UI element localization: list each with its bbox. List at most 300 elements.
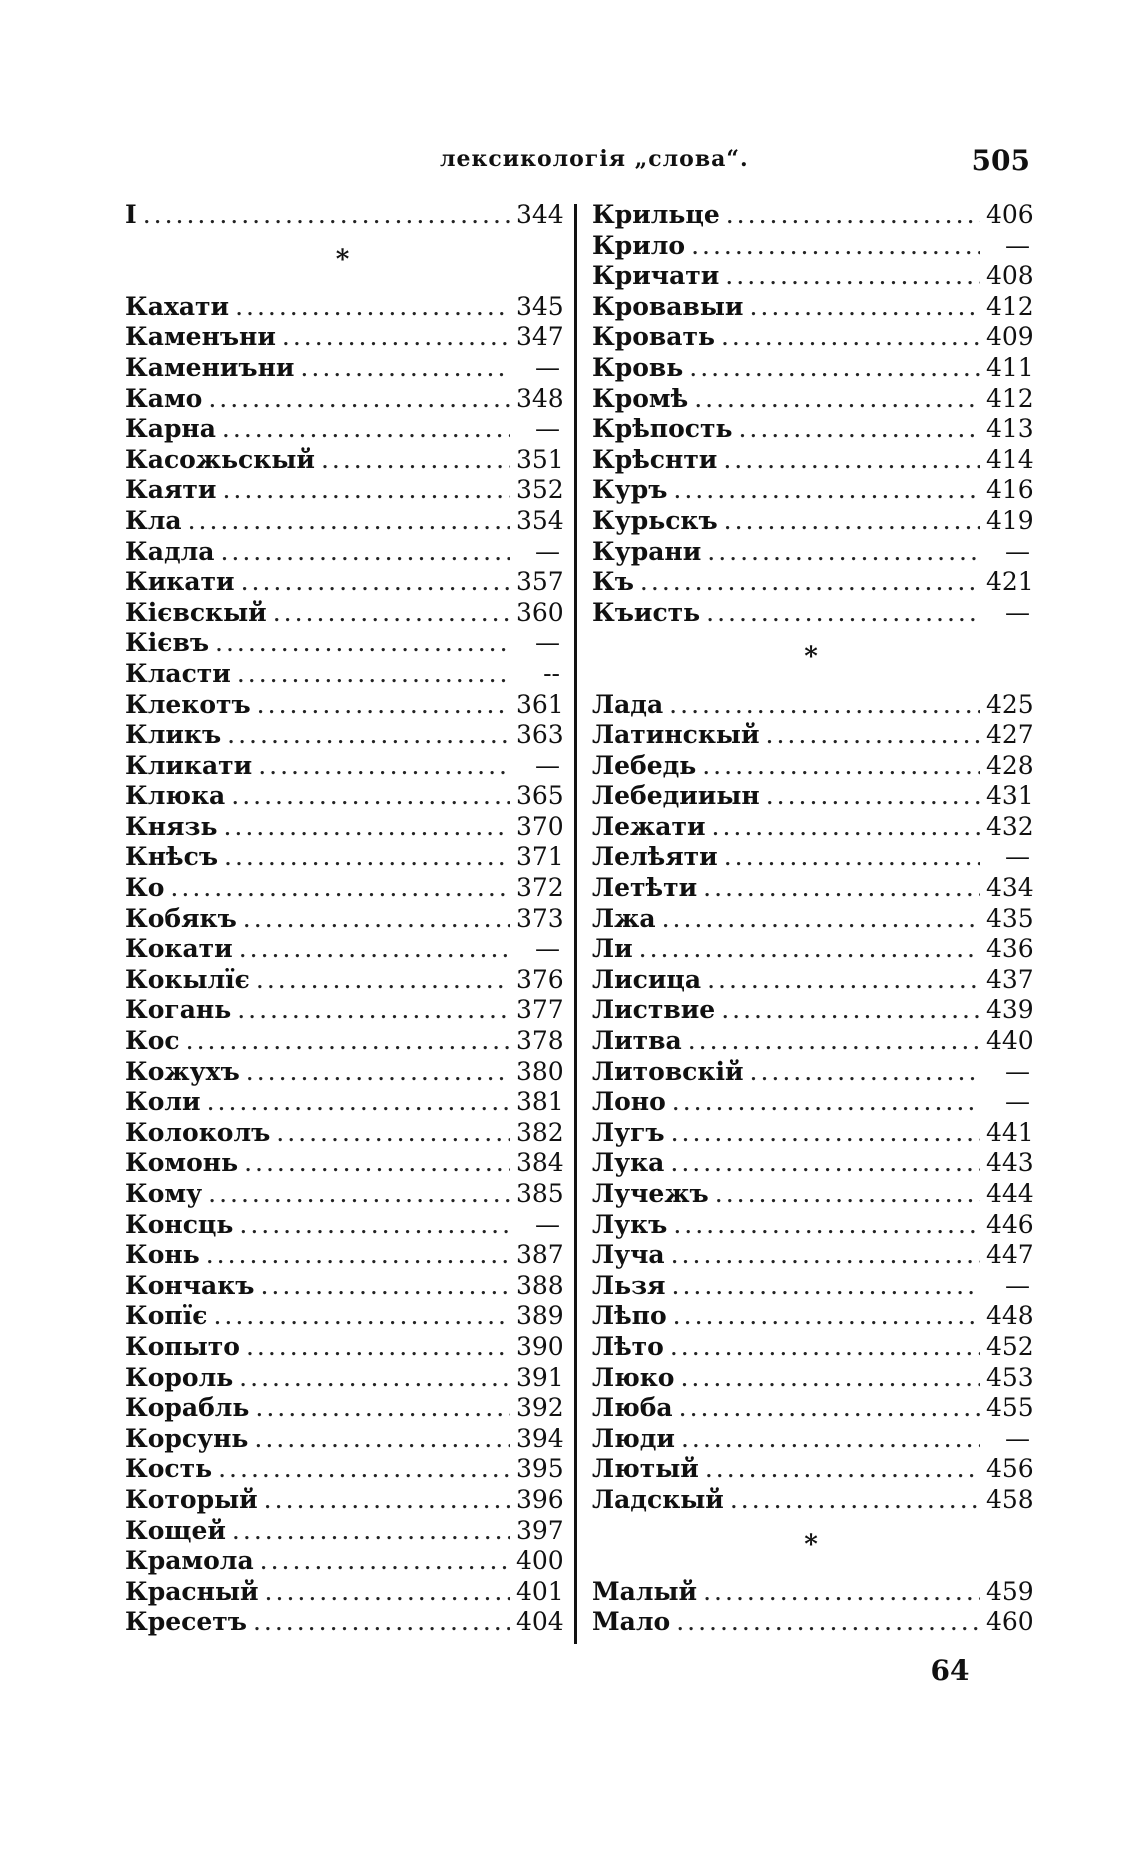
index-entry-word: Кадла bbox=[125, 536, 215, 566]
index-entry-page: 376 bbox=[516, 964, 564, 994]
index-entry bbox=[125, 1301, 564, 1332]
index-entry-word: Литовскій bbox=[592, 1056, 744, 1086]
index-entry bbox=[125, 1423, 564, 1455]
index-entry-word: Лука bbox=[592, 1148, 665, 1178]
index-entry bbox=[125, 689, 564, 721]
dot-leader bbox=[258, 751, 510, 782]
index-entry bbox=[125, 781, 564, 812]
index-entry bbox=[125, 1484, 564, 1516]
asterisk-separator-icon: * bbox=[804, 1529, 818, 1560]
index-entry bbox=[592, 231, 1030, 262]
index-entry-page: 361 bbox=[516, 689, 564, 719]
index-entry-page: 378 bbox=[516, 1026, 564, 1056]
index-entry bbox=[125, 720, 564, 751]
index-entry bbox=[592, 1117, 1034, 1149]
index-entry-word: Корсунь bbox=[125, 1423, 249, 1453]
index-entry-page: — bbox=[535, 628, 560, 658]
dot-leader bbox=[702, 751, 980, 782]
index-entry-page: 388 bbox=[516, 1270, 564, 1300]
index-entry-word: Карна bbox=[125, 414, 216, 444]
dot-leader bbox=[672, 1087, 980, 1118]
index-entry bbox=[592, 781, 1034, 812]
index-entry-word: Лебедь bbox=[592, 750, 697, 780]
dot-leader bbox=[726, 200, 980, 231]
index-entry-page: 354 bbox=[516, 505, 564, 535]
index-entry-page: 446 bbox=[986, 1209, 1034, 1239]
dot-leader bbox=[208, 384, 510, 415]
index-entry-word: Къ bbox=[592, 567, 634, 597]
index-entry bbox=[125, 1607, 564, 1638]
index-entry-page: 380 bbox=[516, 1056, 564, 1086]
index-entry bbox=[592, 750, 1034, 782]
index-entry-page: — bbox=[1005, 536, 1030, 566]
column-divider-rule bbox=[574, 204, 577, 1644]
dot-leader bbox=[766, 720, 980, 751]
dot-leader bbox=[640, 567, 980, 598]
index-entry-word: Кровь bbox=[592, 352, 684, 382]
index-entry-page: 389 bbox=[516, 1301, 564, 1331]
index-entry-word: Курани bbox=[592, 536, 702, 566]
index-entry-word: Лелѣяти bbox=[592, 842, 718, 872]
index-entry-page: 432 bbox=[986, 811, 1034, 841]
index-entry-word: Камо bbox=[125, 383, 203, 413]
index-entry-word: Кла bbox=[125, 505, 182, 535]
index-entry bbox=[125, 659, 560, 690]
index-entry-page: 357 bbox=[516, 567, 564, 597]
dot-leader bbox=[721, 995, 980, 1026]
index-entry-word: Летѣти bbox=[592, 873, 698, 903]
index-entry-page: 344 bbox=[516, 200, 564, 229]
dot-leader bbox=[639, 934, 980, 965]
index-entry-word: Ладскый bbox=[592, 1484, 724, 1514]
index-entry-word: Льзя bbox=[592, 1270, 666, 1300]
index-entry bbox=[592, 352, 1034, 384]
index-entry-page: 373 bbox=[516, 903, 564, 933]
index-entry-word: Крѣпость bbox=[592, 414, 733, 444]
dot-leader bbox=[207, 1087, 510, 1118]
index-entry bbox=[592, 1026, 1034, 1057]
index-entry bbox=[592, 200, 1034, 231]
index-entry-word: Кромѣ bbox=[592, 383, 689, 413]
dot-leader bbox=[170, 873, 510, 904]
index-entry bbox=[125, 1148, 564, 1179]
index-entry-page: 428 bbox=[986, 750, 1034, 780]
dot-leader bbox=[227, 720, 510, 751]
index-entry-page: 435 bbox=[986, 903, 1034, 933]
index-entry bbox=[125, 322, 564, 353]
dot-leader bbox=[669, 690, 980, 721]
dot-leader bbox=[730, 1485, 980, 1516]
index-entry bbox=[592, 1484, 1034, 1516]
index-entry-page: 441 bbox=[986, 1117, 1034, 1147]
index-entry-page: 412 bbox=[986, 291, 1034, 321]
dot-leader bbox=[143, 200, 510, 231]
index-entry-page: 401 bbox=[516, 1576, 564, 1606]
index-entry-page: 455 bbox=[986, 1393, 1034, 1423]
index-entry-page: 411 bbox=[986, 352, 1034, 382]
index-entry-page: 414 bbox=[986, 444, 1034, 474]
dot-leader bbox=[215, 628, 510, 659]
dot-leader bbox=[244, 1148, 510, 1179]
dot-leader bbox=[750, 1057, 980, 1088]
index-entry-word: Конь bbox=[125, 1240, 200, 1270]
index-entry-page: 371 bbox=[516, 842, 564, 872]
index-entry-word: Кощей bbox=[125, 1515, 226, 1545]
index-entry-word: Лоно bbox=[592, 1087, 666, 1117]
dot-leader bbox=[691, 231, 980, 262]
index-entry-word: Касожьскый bbox=[125, 444, 315, 474]
index-entry-page: 390 bbox=[516, 1331, 564, 1361]
index-entry-page: — bbox=[535, 934, 560, 964]
index-entry-word: Листвие bbox=[592, 995, 716, 1025]
index-entry bbox=[592, 475, 1034, 506]
index-entry-word: Король bbox=[125, 1362, 234, 1392]
index-entry bbox=[125, 291, 564, 323]
dot-leader bbox=[256, 965, 510, 996]
index-entry-word: Литва bbox=[592, 1026, 682, 1056]
index-entry bbox=[592, 1331, 1034, 1363]
index-entry bbox=[592, 444, 1034, 476]
index-entry bbox=[125, 353, 560, 384]
index-entry bbox=[592, 1607, 1034, 1638]
index-entry bbox=[125, 1362, 564, 1394]
index-entry-word: Ко bbox=[125, 873, 165, 903]
dot-leader bbox=[246, 1057, 510, 1088]
index-entry bbox=[592, 934, 1034, 965]
index-entry-word: Клекотъ bbox=[125, 689, 251, 719]
dot-leader bbox=[265, 1577, 510, 1608]
dot-leader bbox=[218, 1454, 510, 1485]
asterisk-separator-icon: * bbox=[804, 642, 818, 673]
index-entry-page: 394 bbox=[516, 1423, 564, 1453]
dot-leader bbox=[222, 475, 510, 506]
section-separator bbox=[592, 1516, 1030, 1577]
index-entry-page: 406 bbox=[986, 200, 1034, 229]
index-entry-page: 392 bbox=[516, 1393, 564, 1423]
index-entry bbox=[592, 873, 1034, 904]
dot-leader bbox=[188, 506, 510, 537]
index-entry-page: 431 bbox=[986, 781, 1034, 811]
dot-leader bbox=[694, 384, 980, 415]
dot-leader bbox=[724, 506, 980, 537]
index-entry bbox=[125, 1087, 564, 1118]
index-entry bbox=[125, 200, 564, 231]
index-entry-word: Куръ bbox=[592, 475, 668, 505]
index-entry-word: Кончакъ bbox=[125, 1270, 255, 1300]
dot-leader bbox=[241, 567, 510, 598]
index-entry bbox=[592, 1240, 1034, 1271]
index-entry bbox=[125, 1026, 564, 1057]
index-entry-word: Латинскый bbox=[592, 720, 760, 750]
index-entry bbox=[125, 537, 560, 568]
index-entry bbox=[125, 1331, 564, 1363]
dot-leader bbox=[766, 781, 980, 812]
index-entry-word: Лада bbox=[592, 689, 664, 719]
dot-leader bbox=[232, 1516, 510, 1547]
dot-leader bbox=[254, 1424, 510, 1455]
index-entry-word: Корабль bbox=[125, 1393, 250, 1423]
index-entry bbox=[125, 1454, 564, 1485]
dot-leader bbox=[723, 445, 980, 476]
index-entry-word: Кієвскый bbox=[125, 597, 267, 627]
dot-leader bbox=[707, 537, 980, 568]
dot-leader bbox=[276, 1118, 510, 1149]
dot-leader bbox=[707, 965, 980, 996]
index-entry bbox=[125, 628, 560, 659]
index-entry bbox=[592, 1576, 1034, 1608]
index-column-left bbox=[125, 200, 564, 1638]
index-entry bbox=[592, 811, 1034, 843]
index-entry-page: 460 bbox=[986, 1607, 1034, 1637]
index-entry-page: 443 bbox=[986, 1148, 1034, 1178]
index-entry-word: Клюка bbox=[125, 781, 226, 811]
index-entry-word: Колоколъ bbox=[125, 1117, 271, 1147]
dot-leader bbox=[676, 1607, 980, 1638]
index-entry bbox=[125, 597, 564, 629]
index-entry-page: 448 bbox=[986, 1301, 1034, 1331]
index-entry-word: Кокылїє bbox=[125, 964, 250, 994]
dot-leader bbox=[235, 292, 510, 323]
dot-leader bbox=[208, 1179, 510, 1210]
index-entry-page: 372 bbox=[516, 873, 564, 903]
index-entry bbox=[592, 567, 1034, 598]
index-entry bbox=[592, 1362, 1034, 1394]
index-entry bbox=[125, 1210, 560, 1241]
index-entry bbox=[125, 1576, 564, 1608]
index-entry-page: 416 bbox=[986, 475, 1034, 505]
index-entry bbox=[592, 291, 1034, 323]
index-entry bbox=[592, 261, 1034, 292]
index-entry-word: Кобякъ bbox=[125, 903, 237, 933]
index-entry bbox=[125, 1393, 564, 1424]
index-entry bbox=[125, 475, 564, 506]
index-entry bbox=[592, 1087, 1030, 1118]
index-entry-word: Крило bbox=[592, 230, 686, 260]
index-entry-page: -- bbox=[543, 658, 560, 688]
index-entry-page: — bbox=[1005, 597, 1030, 627]
dot-leader bbox=[282, 322, 510, 353]
index-entry-word: Крѣснти bbox=[592, 444, 718, 474]
index-entry bbox=[125, 964, 564, 996]
index-entry-word: Люди bbox=[592, 1423, 675, 1453]
index-column-right bbox=[592, 200, 1034, 1638]
index-entry-word: Лжа bbox=[592, 903, 656, 933]
index-entry-word: Лѣто bbox=[592, 1331, 664, 1361]
index-entry bbox=[592, 1454, 1034, 1485]
dot-leader bbox=[239, 1363, 510, 1394]
index-entry-word: Ли bbox=[592, 934, 633, 964]
index-entry bbox=[125, 383, 564, 415]
index-entry-word: Лѣпо bbox=[592, 1301, 667, 1331]
index-entry bbox=[592, 414, 1034, 445]
index-entry-page: — bbox=[535, 414, 560, 444]
dot-leader bbox=[673, 1301, 980, 1332]
index-entry-word: Копыто bbox=[125, 1331, 240, 1361]
index-entry-word: Люба bbox=[592, 1393, 673, 1423]
index-entry-page: 452 bbox=[986, 1331, 1034, 1361]
dot-leader bbox=[273, 598, 510, 629]
dot-leader bbox=[264, 1485, 510, 1516]
dot-leader bbox=[222, 414, 510, 445]
index-entry-word: Камениъни bbox=[125, 352, 295, 382]
dot-leader bbox=[246, 1332, 510, 1363]
dot-leader bbox=[749, 292, 980, 323]
index-entry-word: Лукъ bbox=[592, 1209, 668, 1239]
dot-leader bbox=[231, 781, 510, 812]
index-entry-page: — bbox=[535, 536, 560, 566]
dot-leader bbox=[260, 1271, 510, 1302]
index-entry-word: Копїє bbox=[125, 1301, 208, 1331]
index-entry-page: 436 bbox=[986, 934, 1034, 964]
dot-leader bbox=[703, 1577, 980, 1608]
index-entry bbox=[592, 383, 1034, 415]
index-entry-page: 409 bbox=[986, 322, 1034, 352]
index-entry-word: Кокати bbox=[125, 934, 233, 964]
index-entry bbox=[592, 1424, 1030, 1455]
index-entry bbox=[125, 873, 564, 904]
dot-leader bbox=[321, 445, 510, 476]
index-entry-word: Кикати bbox=[125, 567, 235, 597]
index-entry-word: Кровать bbox=[592, 322, 715, 352]
dot-leader bbox=[689, 353, 980, 384]
index-entry bbox=[125, 842, 564, 873]
index-entry-page: 400 bbox=[516, 1546, 564, 1576]
dot-leader bbox=[724, 842, 980, 873]
index-entry-page: 347 bbox=[516, 322, 564, 352]
index-entry bbox=[592, 842, 1030, 873]
page-number: 505 bbox=[971, 144, 1030, 177]
index-entry-page: — bbox=[1005, 1087, 1030, 1117]
dot-leader bbox=[206, 1240, 510, 1271]
index-entry-word: Кахати bbox=[125, 291, 230, 321]
dot-leader bbox=[673, 1210, 980, 1241]
index-entry-page: — bbox=[535, 750, 560, 780]
index-entry bbox=[592, 964, 1034, 996]
index-entry bbox=[125, 1056, 564, 1088]
index-entry bbox=[125, 934, 560, 965]
index-entry bbox=[592, 1179, 1034, 1210]
running-header-title: лексикологія „слова“. bbox=[440, 146, 749, 172]
index-entry bbox=[125, 1179, 564, 1210]
index-entry-word: Консць bbox=[125, 1209, 234, 1239]
index-entry-word: Коли bbox=[125, 1087, 201, 1117]
index-entry-word: Каменъни bbox=[125, 322, 276, 352]
dot-leader bbox=[703, 873, 980, 904]
index-entry-page: 447 bbox=[986, 1240, 1034, 1270]
dot-leader bbox=[738, 414, 980, 445]
index-entry-word: Лежати bbox=[592, 811, 706, 841]
dot-leader bbox=[253, 1607, 510, 1638]
dot-leader bbox=[671, 1118, 980, 1149]
index-entry bbox=[592, 720, 1034, 751]
asterisk-separator-icon: * bbox=[335, 244, 350, 275]
index-entry-page: 348 bbox=[516, 383, 564, 413]
index-entry bbox=[592, 598, 1030, 629]
index-entry-page: 453 bbox=[986, 1362, 1034, 1392]
index-entry-page: 351 bbox=[516, 444, 564, 474]
index-entry-word: Кожухъ bbox=[125, 1056, 240, 1086]
index-entry bbox=[592, 1209, 1034, 1241]
index-entry-page: — bbox=[1005, 1423, 1030, 1453]
dot-leader bbox=[673, 475, 980, 506]
index-entry-page: 413 bbox=[986, 414, 1034, 444]
index-entry bbox=[592, 1301, 1034, 1332]
index-entry-word: Лисица bbox=[592, 964, 702, 994]
dot-leader bbox=[300, 353, 510, 384]
index-entry bbox=[125, 1270, 564, 1302]
index-entry-page: 444 bbox=[986, 1179, 1034, 1208]
index-entry bbox=[592, 505, 1034, 537]
dot-leader bbox=[672, 1271, 981, 1302]
index-entry-page: 458 bbox=[986, 1484, 1034, 1514]
dot-leader bbox=[715, 1179, 980, 1210]
index-entry-word: Кость bbox=[125, 1454, 213, 1484]
index-entry bbox=[125, 567, 564, 598]
dot-leader bbox=[712, 812, 981, 843]
index-entry-page: 434 bbox=[986, 873, 1034, 903]
index-entry-page: 440 bbox=[986, 1026, 1034, 1056]
index-entry-word: Красный bbox=[125, 1576, 259, 1606]
index-entry bbox=[592, 995, 1034, 1026]
dot-leader bbox=[186, 1026, 510, 1057]
index-entry-page: 459 bbox=[986, 1576, 1034, 1606]
index-entry-word: Кликати bbox=[125, 750, 253, 780]
printer-signature-mark: 64 bbox=[930, 1654, 970, 1687]
section-separator bbox=[125, 231, 560, 292]
index-entry-word: Къисть bbox=[592, 597, 701, 627]
index-entry bbox=[592, 689, 1034, 721]
index-entry-word: Крамола bbox=[125, 1546, 254, 1576]
index-entry bbox=[125, 811, 564, 843]
dot-leader bbox=[725, 261, 980, 292]
index-entry-word: Крильце bbox=[592, 200, 720, 229]
index-entry-word: Кровавыи bbox=[592, 291, 744, 321]
index-entry-page: 427 bbox=[986, 720, 1034, 750]
dot-leader bbox=[260, 1546, 510, 1577]
dot-leader bbox=[243, 904, 510, 935]
index-entry-page: 352 bbox=[516, 475, 564, 505]
dot-leader bbox=[680, 1363, 980, 1394]
dot-leader bbox=[223, 812, 510, 843]
index-entry-page: 395 bbox=[516, 1454, 564, 1484]
index-entry-word: Лютый bbox=[592, 1454, 699, 1484]
index-entry-page: — bbox=[1005, 842, 1030, 872]
index-entry-page: 385 bbox=[516, 1179, 564, 1208]
index-entry-page: 456 bbox=[986, 1454, 1034, 1484]
index-entry-word: Мало bbox=[592, 1607, 671, 1637]
index-entry bbox=[592, 1057, 1030, 1088]
index-entry-page: 377 bbox=[516, 995, 564, 1025]
index-entry bbox=[592, 322, 1034, 353]
index-entry-page: 382 bbox=[516, 1117, 564, 1147]
index-entry bbox=[125, 995, 564, 1026]
index-entry-word: Лебедииын bbox=[592, 781, 760, 811]
index-entry bbox=[125, 1117, 564, 1149]
index-entry-page: 419 bbox=[986, 505, 1034, 535]
index-entry-word: Каяти bbox=[125, 475, 217, 505]
index-entry-page: 439 bbox=[986, 995, 1034, 1025]
index-entry-word: Когань bbox=[125, 995, 232, 1025]
index-entry-page: 365 bbox=[516, 781, 564, 811]
index-entry-word: Кому bbox=[125, 1179, 203, 1208]
index-entry-page: 425 bbox=[986, 689, 1034, 719]
dot-leader bbox=[681, 1424, 980, 1455]
index-entry-page: 391 bbox=[516, 1362, 564, 1392]
index-entry-word: Кресетъ bbox=[125, 1607, 247, 1637]
index-entry-word: Кричати bbox=[592, 261, 720, 291]
index-entry-page: 387 bbox=[516, 1240, 564, 1270]
dot-leader bbox=[257, 690, 510, 721]
